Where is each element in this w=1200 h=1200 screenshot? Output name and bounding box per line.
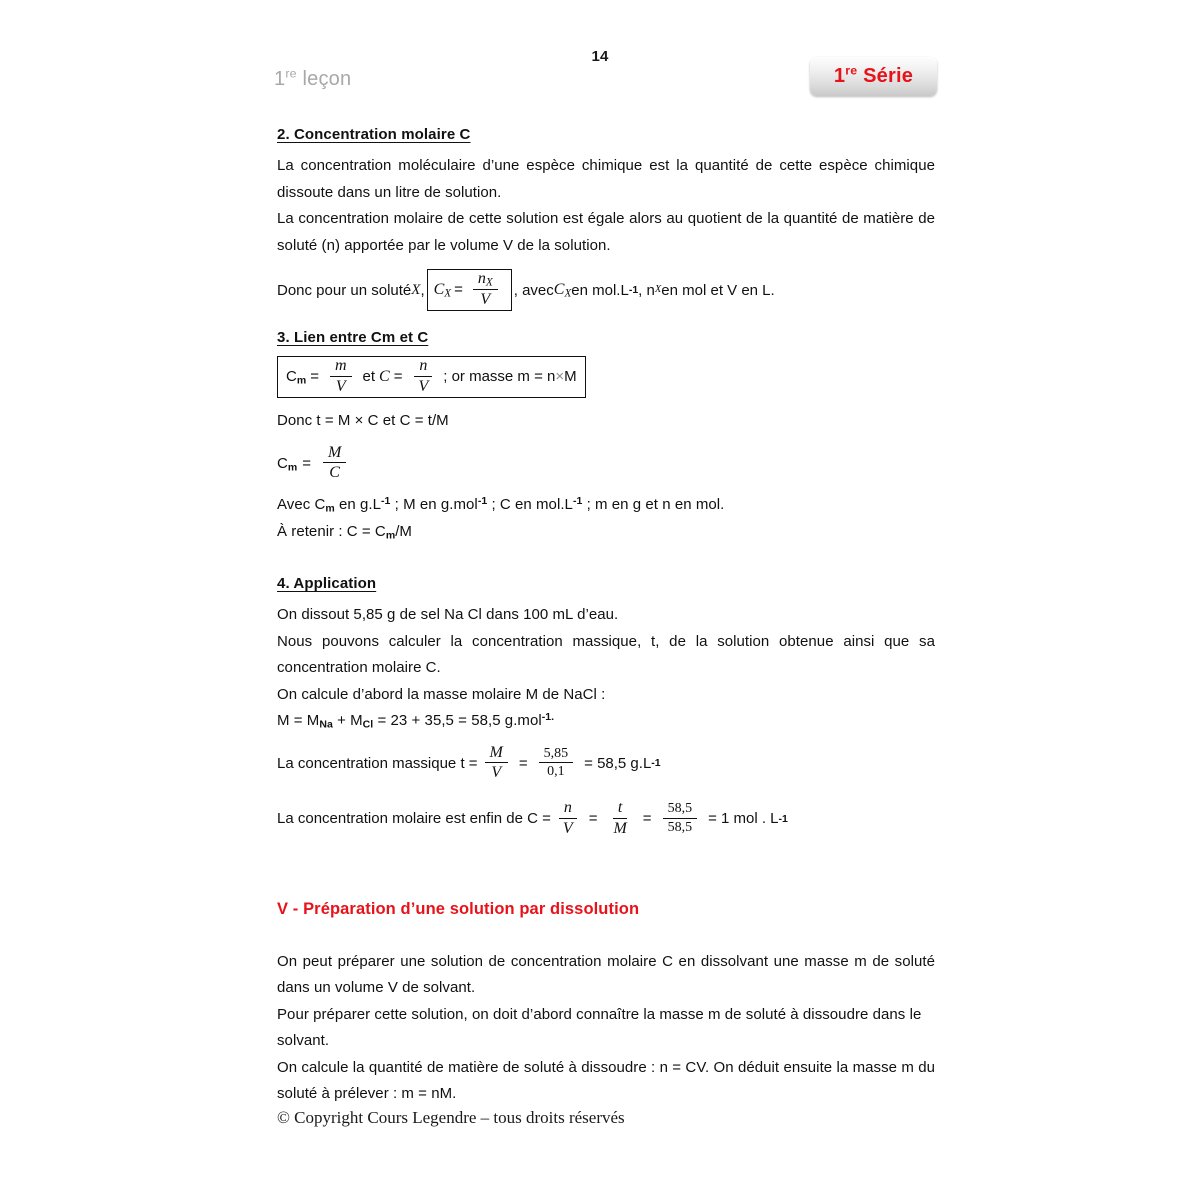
spacer bbox=[277, 259, 935, 269]
section-4-massique-formula: La concentration massique t = $\frac{M}{V}$ = $\frac{5,85}{0,1}$ = 58,5 g.L -1 bbox=[277, 743, 661, 782]
molaire-fraction-values bbox=[663, 802, 698, 835]
serie-badge-ordinal: re bbox=[845, 63, 858, 78]
molaire-fraction-nv bbox=[558, 800, 578, 838]
box-equals-2: = bbox=[393, 368, 403, 385]
massique-fraction-mv bbox=[485, 745, 508, 783]
molaire-label: La concentration molaire est enfin de C = bbox=[277, 810, 551, 828]
molaire-fraction-tm-num: t bbox=[613, 800, 627, 819]
formula-lead-variable: X bbox=[411, 281, 421, 298]
molaire-fraction-values-num: 58,5 bbox=[663, 802, 698, 819]
box-tail-text: M bbox=[564, 368, 577, 385]
serie-badge-text bbox=[834, 65, 913, 88]
box-or-text: ; or masse m = n bbox=[443, 368, 556, 385]
box-fraction-mv-num: m bbox=[330, 358, 352, 377]
massique-fraction-values bbox=[539, 747, 574, 780]
box-fraction-nv-den: V bbox=[418, 377, 429, 395]
massique-fraction-values-den: 0,1 bbox=[547, 764, 565, 780]
cm-fraction-num: M bbox=[323, 445, 346, 464]
cm-fraction-den: C bbox=[329, 464, 340, 482]
serie-badge bbox=[810, 57, 937, 96]
spacer bbox=[277, 482, 935, 492]
molaire-fraction-tm-den: M bbox=[613, 819, 627, 837]
cm-equals: = bbox=[302, 454, 311, 472]
boxed-cx-symbol: $C_X$ bbox=[433, 280, 452, 299]
spacer bbox=[277, 398, 935, 408]
section-2-heading: 2. Concentration molaire C bbox=[277, 126, 471, 143]
box-et-text: et bbox=[362, 368, 376, 385]
section-4-molar-mass-line: $M = M_{Na} + M_{Cl} = 23 + 35,5 = 58,5$ g.mol$^{-1.}$ bbox=[277, 710, 555, 731]
lesson-label-ordinal: re bbox=[285, 66, 297, 81]
document-content bbox=[277, 126, 935, 1108]
massique-fraction-values-num: 5,85 bbox=[539, 747, 574, 764]
formula-tail-cx: $C_X$ bbox=[553, 281, 572, 300]
spacer bbox=[277, 782, 935, 800]
spacer bbox=[277, 838, 935, 900]
molaire-fraction-nv-den: V bbox=[562, 819, 573, 837]
lesson-label-text: leçon bbox=[296, 68, 352, 90]
molaire-equals-1: = bbox=[588, 810, 598, 828]
box-fraction-mv bbox=[330, 358, 352, 396]
section-3-heading: 3. Lien entre Cm et C bbox=[277, 329, 429, 346]
lesson-label-number: 1 bbox=[274, 68, 286, 90]
box-equals-1: = bbox=[310, 368, 319, 385]
page-number: 14 bbox=[591, 48, 609, 65]
spacer bbox=[277, 919, 935, 949]
serie-badge-label: Série bbox=[857, 65, 914, 87]
massique-fraction-mv-num: M bbox=[485, 745, 508, 764]
section-2-formula-row: Donc pour un soluté X , $C_X$ = $\frac{n_X}{V}$ , avec $C_X$ en mol.L -1 , n X en mol et V en L. bbox=[277, 269, 935, 311]
section-4-line-2: Nous pouvons calculer la concentration massique, t, de la solution obtenue ainsi que sa concentration molaire C. bbox=[277, 632, 935, 677]
formula-tail-3: , n bbox=[638, 281, 655, 299]
spacer bbox=[277, 545, 935, 575]
spacer bbox=[277, 735, 935, 745]
section-3-cm-formula bbox=[277, 445, 935, 483]
section-3-donc-line: Donc t = M × C et C = t/M bbox=[277, 412, 449, 429]
boxed-cx-numerator: $n_X$ bbox=[473, 271, 498, 290]
molaire-fraction-tm bbox=[608, 800, 631, 838]
box-fraction-nv bbox=[413, 358, 433, 396]
massique-label: La concentration massique t = bbox=[277, 754, 478, 772]
section-2-paragraph-1: La concentration moléculaire d’une espèce chimique est la quantité de cette espèce chimique dissoute dans un litre de solution. bbox=[277, 157, 935, 201]
boxed-cx-fraction bbox=[473, 271, 498, 309]
cm-fraction bbox=[323, 445, 346, 483]
molaire-result: = 1 mol . L bbox=[708, 810, 779, 828]
box-times-sign: × bbox=[555, 368, 565, 385]
massique-equals-1: = bbox=[518, 754, 528, 772]
section-3-units-line: Avec $C_m$ en $g.L^{-1}$ ; M en g.mol$^{-1}$ ; C en $mol.L^{-1}$ ; m en g et n en mol. bbox=[277, 494, 725, 515]
section-4-heading: 4. Application bbox=[277, 575, 377, 593]
box-c-symbol: C bbox=[379, 367, 390, 385]
lesson-label bbox=[274, 68, 351, 91]
section-4-line-1: On dissout 5,85 g de sel Na Cl dans 100 mL d’eau. bbox=[277, 606, 619, 624]
molaire-fraction-values-den: 58,5 bbox=[667, 819, 693, 835]
formula-lead-comma: , bbox=[420, 281, 425, 299]
massique-result: = 58,5 g.L bbox=[584, 754, 652, 772]
box-fraction-mv-den: V bbox=[335, 377, 346, 395]
boxed-cx-equals: = bbox=[454, 281, 463, 298]
spacer bbox=[277, 435, 935, 445]
formula-tail-2: en mol.L bbox=[571, 281, 629, 299]
box-cm-symbol: $C_m$ bbox=[286, 368, 307, 387]
section-4-molaire-formula: La concentration molaire est enfin de C = $\frac{n}{V}$ = $\frac{t}{M}$ = $\frac{58,5}{58,5}$ = 1 mol . L -1 bbox=[277, 799, 788, 837]
section-5-paragraph-2: Pour préparer cette solution, on doit d’abord connaître la masse m de soluté à dissoudre dans le solvant. bbox=[277, 1005, 922, 1050]
boxed-cx-denominator: V bbox=[480, 290, 491, 308]
molaire-equals-2: = bbox=[642, 810, 652, 828]
section-5-paragraph-3: On calcule la quantité de matière de soluté à dissoudre : n = CV. On déduit ensuite la masse m du soluté à prélever : m = nM. bbox=[277, 1058, 935, 1103]
footer-copyright: © Copyright Cours Legendre – tous droits réservés bbox=[277, 1108, 625, 1127]
spacer bbox=[277, 311, 935, 329]
section-2-paragraph-2-text: La concentration molaire de cette solution est égale alors au quotient de la quantité de matière de soluté (n) apportée par le volume V de la solution. bbox=[277, 210, 935, 254]
section-4-line-3: On calcule d’abord la masse molaire M de NaCl : bbox=[277, 685, 606, 703]
section-5-paragraph-1: On peut préparer une solution de concentration molaire C en dissolvant une masse m de soluté dans un volume V de solvant. bbox=[277, 952, 935, 997]
formula-tail-4: en mol et V en L. bbox=[661, 281, 775, 299]
section-5-heading: V - Préparation d’une solution par dissolution bbox=[277, 899, 640, 918]
cm-label: $C_m$ bbox=[277, 454, 298, 474]
formula-lead-text: Donc pour un soluté bbox=[277, 281, 412, 299]
massique-fraction-mv-den: V bbox=[491, 764, 502, 782]
boxed-formula-lien bbox=[277, 356, 586, 398]
section-3-retenir-line: À retenir : $C = C_m/M$ bbox=[277, 522, 412, 541]
molaire-fraction-nv-num: n bbox=[559, 800, 577, 819]
formula-tail-1: , avec bbox=[513, 281, 554, 299]
box-fraction-nv-num: n bbox=[414, 358, 432, 377]
section-2-paragraph-2 bbox=[277, 206, 935, 259]
serie-badge-number: 1 bbox=[833, 65, 846, 87]
boxed-formula-cx bbox=[427, 269, 512, 311]
